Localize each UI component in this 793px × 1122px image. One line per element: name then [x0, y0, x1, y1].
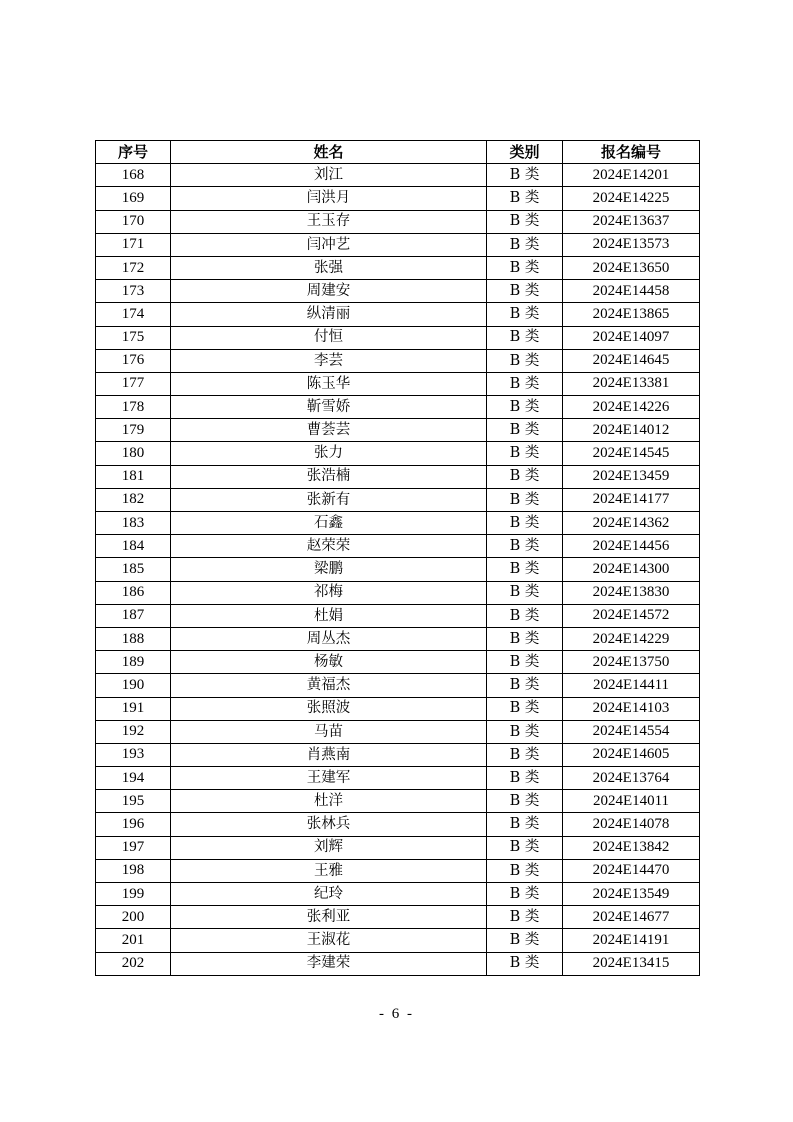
registration-number-cell: 2024E13865: [563, 303, 700, 326]
category-cell: B 类: [487, 164, 563, 187]
table-row: [96, 488, 700, 511]
table-row: [96, 836, 700, 859]
category-cell: B 类: [487, 790, 563, 813]
header-registration-number: 报名编号: [563, 141, 700, 164]
name-cell: 张强: [171, 256, 487, 279]
serial-number-cell: 170: [96, 210, 171, 233]
table-row: [96, 627, 700, 650]
registration-number-cell: 2024E14605: [563, 743, 700, 766]
registration-number-cell: 2024E14177: [563, 488, 700, 511]
serial-number-cell: 192: [96, 720, 171, 743]
serial-number-cell: 168: [96, 164, 171, 187]
serial-number-cell: 174: [96, 303, 171, 326]
category-cell: B 类: [487, 233, 563, 256]
name-cell: 张利亚: [171, 906, 487, 929]
table-row: [96, 233, 700, 256]
table-header-row: [96, 141, 700, 164]
registration-number-cell: 2024E14191: [563, 929, 700, 952]
registration-number-cell: 2024E13650: [563, 256, 700, 279]
table-row: [96, 256, 700, 279]
registration-number-cell: 2024E14554: [563, 720, 700, 743]
serial-number-cell: 194: [96, 767, 171, 790]
registration-number-cell: 2024E14300: [563, 558, 700, 581]
table-row: [96, 604, 700, 627]
table-row: [96, 419, 700, 442]
category-cell: B 类: [487, 859, 563, 882]
name-cell: 李芸: [171, 349, 487, 372]
table-row: [96, 674, 700, 697]
category-cell: B 类: [487, 256, 563, 279]
name-cell: 张林兵: [171, 813, 487, 836]
category-cell: B 类: [487, 813, 563, 836]
category-cell: B 类: [487, 535, 563, 558]
header-category: 类别: [487, 141, 563, 164]
category-cell: B 类: [487, 465, 563, 488]
serial-number-cell: 199: [96, 883, 171, 906]
category-cell: B 类: [487, 697, 563, 720]
serial-number-cell: 180: [96, 442, 171, 465]
serial-number-cell: 196: [96, 813, 171, 836]
category-cell: B 类: [487, 651, 563, 674]
serial-number-cell: 187: [96, 604, 171, 627]
serial-number-cell: 183: [96, 512, 171, 535]
header-name: 姓名: [171, 141, 487, 164]
serial-number-cell: 181: [96, 465, 171, 488]
page-number: - 6 -: [379, 1006, 414, 1022]
serial-number-cell: 195: [96, 790, 171, 813]
serial-number-cell: 202: [96, 952, 171, 975]
registration-number-cell: 2024E13750: [563, 651, 700, 674]
name-cell: 赵荣荣: [171, 535, 487, 558]
name-cell: 杜娟: [171, 604, 487, 627]
registration-number-cell: 2024E14097: [563, 326, 700, 349]
name-cell: 石鑫: [171, 512, 487, 535]
table-row: [96, 280, 700, 303]
serial-number-cell: 198: [96, 859, 171, 882]
registration-number-cell: 2024E13415: [563, 952, 700, 975]
name-cell: 王建军: [171, 767, 487, 790]
table-row: [96, 952, 700, 975]
name-cell: 张照波: [171, 697, 487, 720]
category-cell: B 类: [487, 396, 563, 419]
serial-number-cell: 191: [96, 697, 171, 720]
registration-number-cell: 2024E14103: [563, 697, 700, 720]
registration-number-cell: 2024E13764: [563, 767, 700, 790]
registration-number-cell: 2024E13573: [563, 233, 700, 256]
serial-number-cell: 173: [96, 280, 171, 303]
name-cell: 李建荣: [171, 952, 487, 975]
registration-number-cell: 2024E14229: [563, 627, 700, 650]
category-cell: B 类: [487, 627, 563, 650]
table-row: [96, 372, 700, 395]
serial-number-cell: 189: [96, 651, 171, 674]
category-cell: B 类: [487, 372, 563, 395]
serial-number-cell: 179: [96, 419, 171, 442]
name-cell: 刘辉: [171, 836, 487, 859]
table-row: [96, 790, 700, 813]
category-cell: B 类: [487, 906, 563, 929]
name-cell: 周丛杰: [171, 627, 487, 650]
serial-number-cell: 182: [96, 488, 171, 511]
category-cell: B 类: [487, 488, 563, 511]
table-row: [96, 883, 700, 906]
table-row: [96, 906, 700, 929]
category-cell: B 类: [487, 952, 563, 975]
category-cell: B 类: [487, 512, 563, 535]
name-cell: 曹荟芸: [171, 419, 487, 442]
registration-number-cell: 2024E14012: [563, 419, 700, 442]
serial-number-cell: 197: [96, 836, 171, 859]
category-cell: B 类: [487, 743, 563, 766]
registration-number-cell: 2024E14545: [563, 442, 700, 465]
table-body: [96, 164, 700, 976]
category-cell: B 类: [487, 280, 563, 303]
name-cell: 祁梅: [171, 581, 487, 604]
registration-number-cell: 2024E14411: [563, 674, 700, 697]
serial-number-cell: 171: [96, 233, 171, 256]
category-cell: B 类: [487, 349, 563, 372]
serial-number-cell: 200: [96, 906, 171, 929]
registration-number-cell: 2024E14078: [563, 813, 700, 836]
serial-number-cell: 176: [96, 349, 171, 372]
table-row: [96, 164, 700, 187]
table-row: [96, 767, 700, 790]
table-row: [96, 512, 700, 535]
category-cell: B 类: [487, 581, 563, 604]
registration-number-cell: 2024E13381: [563, 372, 700, 395]
table-row: [96, 303, 700, 326]
name-cell: 梁鹏: [171, 558, 487, 581]
registration-number-cell: 2024E13842: [563, 836, 700, 859]
registration-number-cell: 2024E14226: [563, 396, 700, 419]
serial-number-cell: 201: [96, 929, 171, 952]
name-cell: 周建安: [171, 280, 487, 303]
name-cell: 杜洋: [171, 790, 487, 813]
category-cell: B 类: [487, 303, 563, 326]
serial-number-cell: 184: [96, 535, 171, 558]
serial-number-cell: 169: [96, 187, 171, 210]
registration-number-cell: 2024E14677: [563, 906, 700, 929]
category-cell: B 类: [487, 929, 563, 952]
category-cell: B 类: [487, 442, 563, 465]
name-cell: 黄福杰: [171, 674, 487, 697]
serial-number-cell: 190: [96, 674, 171, 697]
serial-number-cell: 186: [96, 581, 171, 604]
table-row: [96, 465, 700, 488]
registration-number-cell: 2024E14201: [563, 164, 700, 187]
category-cell: B 类: [487, 883, 563, 906]
table-row: [96, 697, 700, 720]
name-cell: 纪玲: [171, 883, 487, 906]
category-cell: B 类: [487, 836, 563, 859]
category-cell: B 类: [487, 720, 563, 743]
name-cell: 付恒: [171, 326, 487, 349]
name-cell: 张新有: [171, 488, 487, 511]
registration-number-cell: 2024E14572: [563, 604, 700, 627]
registration-number-cell: 2024E14456: [563, 535, 700, 558]
registration-number-cell: 2024E13830: [563, 581, 700, 604]
serial-number-cell: 188: [96, 627, 171, 650]
category-cell: B 类: [487, 604, 563, 627]
name-cell: 马苗: [171, 720, 487, 743]
category-cell: B 类: [487, 210, 563, 233]
table-row: [96, 859, 700, 882]
serial-number-cell: 175: [96, 326, 171, 349]
registration-number-cell: 2024E14362: [563, 512, 700, 535]
registration-number-cell: 2024E13459: [563, 465, 700, 488]
table-row: [96, 535, 700, 558]
roster-table: [95, 140, 700, 976]
name-cell: 王玉存: [171, 210, 487, 233]
name-cell: 闫洪月: [171, 187, 487, 210]
registration-number-cell: 2024E14458: [563, 280, 700, 303]
serial-number-cell: 178: [96, 396, 171, 419]
category-cell: B 类: [487, 767, 563, 790]
table-row: [96, 326, 700, 349]
serial-number-cell: 177: [96, 372, 171, 395]
table-row: [96, 720, 700, 743]
table-row: [96, 813, 700, 836]
name-cell: 王淑花: [171, 929, 487, 952]
name-cell: 杨敏: [171, 651, 487, 674]
registration-number-cell: 2024E14645: [563, 349, 700, 372]
name-cell: 闫冲艺: [171, 233, 487, 256]
name-cell: 王雅: [171, 859, 487, 882]
name-cell: 陈玉华: [171, 372, 487, 395]
category-cell: B 类: [487, 419, 563, 442]
table-row: [96, 349, 700, 372]
table-row: [96, 210, 700, 233]
name-cell: 张力: [171, 442, 487, 465]
category-cell: B 类: [487, 674, 563, 697]
name-cell: 肖燕南: [171, 743, 487, 766]
name-cell: 靳雪娇: [171, 396, 487, 419]
table-row: [96, 187, 700, 210]
header-serial-number: 序号: [96, 141, 171, 164]
name-cell: 纵清丽: [171, 303, 487, 326]
table-row: [96, 396, 700, 419]
name-cell: 刘江: [171, 164, 487, 187]
serial-number-cell: 172: [96, 256, 171, 279]
registration-number-cell: 2024E14225: [563, 187, 700, 210]
table-row: [96, 581, 700, 604]
registration-number-cell: 2024E14011: [563, 790, 700, 813]
table-row: [96, 442, 700, 465]
name-cell: 张浩楠: [171, 465, 487, 488]
table-row: [96, 929, 700, 952]
table-row: [96, 651, 700, 674]
category-cell: B 类: [487, 187, 563, 210]
table-row: [96, 558, 700, 581]
registration-number-cell: 2024E14470: [563, 859, 700, 882]
registration-number-cell: 2024E13549: [563, 883, 700, 906]
serial-number-cell: 193: [96, 743, 171, 766]
registration-number-cell: 2024E13637: [563, 210, 700, 233]
category-cell: B 类: [487, 558, 563, 581]
serial-number-cell: 185: [96, 558, 171, 581]
table-row: [96, 743, 700, 766]
category-cell: B 类: [487, 326, 563, 349]
